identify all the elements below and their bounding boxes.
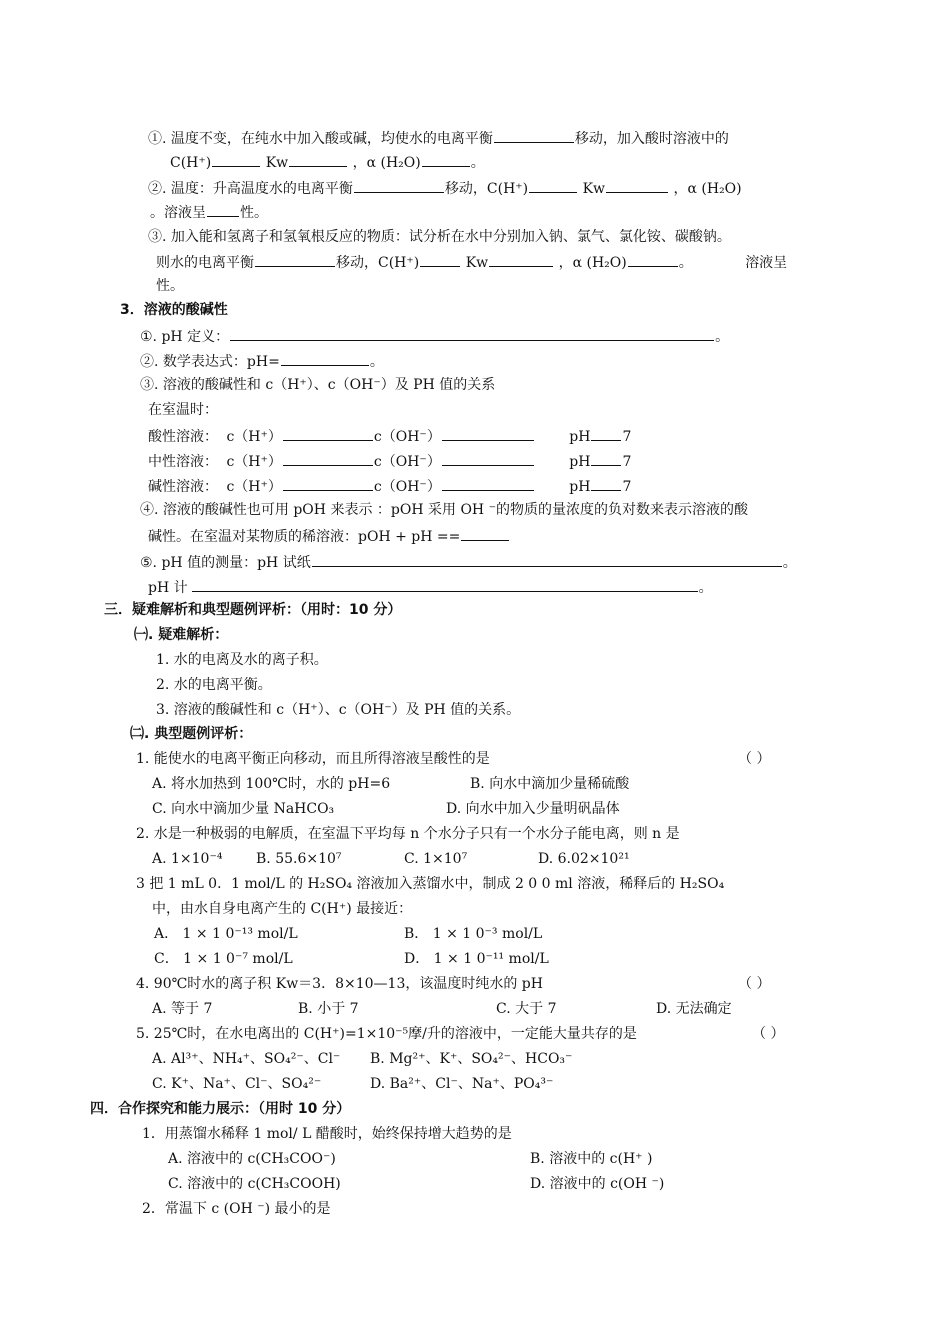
- item-1-text-a: ①. 温度不变，在纯水中加入酸或碱，均使水的电离平衡: [148, 131, 493, 147]
- section-three-title: 三．疑难解析和典型题例评析：（用时：10 分）: [104, 602, 402, 618]
- example-4-stem: 4. 90℃时水的离子积 Kw＝3．8×10—13，该温度时纯水的 pH: [136, 976, 543, 992]
- item-3-line-3: [156, 277, 184, 295]
- text: Kw: [465, 255, 489, 271]
- option: D. 向水中加入少量明矾晶体: [446, 801, 620, 817]
- example-5-stem: 5. 25℃时，在水电离出的 C(H⁺)=1×10⁻⁵摩/升的溶液中，一定能大量共存的是: [136, 1026, 637, 1042]
- blank[interactable]: [207, 202, 239, 217]
- text: C(H⁺): [170, 155, 212, 171]
- option: A． 1 × 1 0⁻¹³ mol/L: [154, 926, 298, 942]
- text: c（OH⁻）: [373, 479, 441, 495]
- item-1-line-1: [148, 128, 729, 148]
- text: pH: [569, 454, 591, 470]
- item-3-line-2: [156, 252, 787, 272]
- poh-line-1: ④. 溶液的酸碱性也可用 pOH 来表示 ：pOH 采用 OH ⁻的物质的量浓度的负对数来表示溶液的酸: [140, 502, 748, 518]
- item-1-text-b: 移动，加入酸时溶液中的: [574, 131, 729, 147]
- option: C． 1 × 1 0⁻⁷ mol/L: [154, 951, 293, 967]
- blank[interactable]: [442, 476, 534, 491]
- option: C. 大于 7: [496, 1001, 557, 1017]
- ph-definition-blank[interactable]: [230, 326, 714, 341]
- blank[interactable]: [628, 252, 678, 267]
- room-temp-label: 在室温时：: [148, 402, 218, 418]
- text: 7: [622, 429, 632, 445]
- blank[interactable]: [283, 451, 373, 466]
- text: 移动，C(H⁺): [444, 181, 529, 197]
- blank[interactable]: [591, 426, 621, 441]
- ph-formula-line: [140, 351, 384, 371]
- blank[interactable]: [529, 178, 577, 193]
- section-four-title: 四．合作探究和能力展示：（用时 10 分）: [90, 1101, 351, 1117]
- text: 性。: [156, 278, 184, 294]
- examples-subtitle: ㈡. 典型题例评析：: [130, 726, 253, 742]
- text: Kw: [265, 155, 289, 171]
- difficulty-subtitle: ㈠. 疑难解析：: [134, 627, 229, 643]
- text: ②. 数学表达式：pH=: [140, 354, 280, 370]
- text: 7: [622, 479, 632, 495]
- acid-row: [148, 426, 631, 446]
- option: C. 向水中滴加少量 NaHCO₃: [152, 801, 335, 817]
- text: 。: [470, 155, 485, 171]
- blank[interactable]: [461, 526, 509, 541]
- text: 中性溶液：: [148, 454, 218, 470]
- text: 移动，C(H⁺): [336, 255, 420, 271]
- option: C. 溶液中的 c(CH₃COOH): [168, 1176, 341, 1192]
- text: 。: [678, 255, 693, 271]
- section-3-title: 3．溶液的酸碱性: [120, 302, 228, 318]
- text: pH: [569, 479, 591, 495]
- blank[interactable]: [354, 178, 444, 193]
- blank[interactable]: [489, 252, 553, 267]
- option: D. 6.02×10²¹: [538, 851, 630, 867]
- answer-paren: （ ）: [738, 751, 771, 767]
- example-2-stem: 2. 水是一种极弱的电解质，在室温下平均每 n 个水分子只有一个水分子能电离，则 n 是: [136, 826, 680, 842]
- example-3-stem-2: 中，由水自身电离产生的 C(H⁺) 最接近：: [152, 901, 413, 917]
- option: D. Ba²⁺、Cl⁻、Na⁺、PO₄³⁻: [370, 1076, 554, 1092]
- text: c（H⁺）: [226, 454, 282, 470]
- text: 性。: [240, 205, 268, 221]
- option: A. 将水加热到 100℃时，水的 pH=6: [152, 776, 391, 792]
- option: B． 1 × 1 0⁻³ mol/L: [404, 926, 543, 942]
- option: A. Al³⁺、NH₄⁺、SO₄²⁻、Cl⁻: [152, 1051, 341, 1067]
- poh-line-2: [148, 526, 510, 546]
- example-1-stem: 1. 能使水的电离平衡正向移动，而且所得溶液呈酸性的是: [136, 751, 490, 767]
- text: 。: [715, 329, 730, 345]
- option: A. 1×10⁻⁴: [152, 851, 223, 867]
- option: B. Mg²⁺、K⁺、SO₄²⁻、HCO₃⁻: [370, 1051, 573, 1067]
- text: 。: [782, 555, 797, 571]
- neutral-row: [148, 451, 631, 471]
- option: B. 向水中滴加少量稀硫酸: [470, 776, 630, 792]
- ph-meter-line: [148, 577, 713, 597]
- text: ，α (H₂O): [558, 255, 627, 271]
- option: C. K⁺、Na⁺、Cl⁻、SO₄²⁻: [152, 1076, 322, 1092]
- text: ⑤. pH 值的测量：pH 试纸: [140, 555, 311, 571]
- blank[interactable]: [312, 552, 782, 567]
- item-2-line-1: [148, 178, 742, 198]
- text: 碱性。在室温对某物质的稀溶液：pOH + pH ==: [148, 529, 461, 545]
- blank[interactable]: [420, 252, 460, 267]
- blank[interactable]: [289, 152, 347, 167]
- blank[interactable]: [591, 451, 621, 466]
- text: c（H⁺）: [226, 429, 282, 445]
- item-1-line-2: [170, 152, 485, 172]
- text: ③. 加入能和氢离子和氢氧根反应的物质：试分析在水中分别加入钠、氯气、氯化铵、碳酸钠。: [148, 229, 731, 245]
- option: A. 等于 7: [152, 1001, 213, 1017]
- blank[interactable]: [494, 128, 574, 143]
- option: D. 溶液中的 c(OH ⁻): [530, 1176, 665, 1192]
- text: c（OH⁻）: [373, 454, 441, 470]
- inquiry-1-stem: 1．用蒸馏水稀释 1 mol/ L 醋酸时，始终保持增大趋势的是: [142, 1126, 512, 1142]
- text: ②. 温度：升高温度水的电离平衡: [148, 181, 353, 197]
- answer-paren: （ ）: [738, 976, 771, 992]
- blank[interactable]: [283, 476, 373, 491]
- ph-definition-line: [140, 326, 729, 346]
- blank[interactable]: [591, 476, 621, 491]
- answer-paren: （ ）: [752, 1026, 785, 1042]
- text: 。: [698, 580, 713, 596]
- text: c（H⁺）: [226, 479, 282, 495]
- option: D． 1 × 1 0⁻¹¹ mol/L: [404, 951, 549, 967]
- blank[interactable]: [212, 152, 260, 167]
- option: D. 无法确定: [656, 1001, 732, 1017]
- text: 。: [369, 354, 384, 370]
- item-2-line-2: [150, 202, 268, 222]
- option: A. 溶液中的 c(CH₃COO⁻): [168, 1151, 336, 1167]
- item-3-line-1: [148, 228, 731, 246]
- difficulty-point: 1. 水的电离及水的离子积。: [156, 652, 328, 668]
- text: ，α (H₂O): [673, 181, 742, 197]
- text: c（OH⁻）: [373, 429, 441, 445]
- text: 溶液呈: [745, 255, 788, 271]
- text: ，α (H₂O): [352, 155, 421, 171]
- blank[interactable]: [606, 178, 668, 193]
- relation-line: ③. 溶液的酸碱性和 c（H⁺）、c（OH⁻）及 PH 值的关系: [140, 377, 496, 393]
- difficulty-point: 2. 水的电离平衡。: [156, 677, 272, 693]
- blank[interactable]: [283, 426, 373, 441]
- text: Kw: [582, 181, 606, 197]
- blank[interactable]: [422, 152, 470, 167]
- ph-formula-blank[interactable]: [281, 351, 369, 366]
- option: B. 小于 7: [298, 1001, 359, 1017]
- text: ①. pH 定义：: [140, 329, 230, 345]
- option: C. 1×10⁷: [404, 851, 468, 867]
- text: pH: [569, 429, 591, 445]
- difficulty-point: 3. 溶液的酸碱性和 c（H⁺）、c（OH⁻）及 PH 值的关系。: [156, 702, 521, 718]
- text: 酸性溶液：: [148, 429, 218, 445]
- example-3-stem-1: 3 把 1 mL 0．1 mol/L 的 H₂SO₄ 溶液加入蒸馏水中，制成 2 0 0 ml 溶液，稀释后的 H₂SO₄: [136, 876, 725, 892]
- ph-paper-line: [140, 552, 797, 572]
- text: pH 计: [148, 580, 188, 596]
- inquiry-2-stem: 2．常温下 c (OH ⁻) 最小的是: [142, 1201, 331, 1217]
- blank[interactable]: [442, 451, 534, 466]
- option: B. 55.6×10⁷: [256, 851, 342, 867]
- text: 7: [622, 454, 632, 470]
- blank[interactable]: [442, 426, 534, 441]
- text: 则水的电离平衡: [156, 255, 254, 271]
- option: B. 溶液中的 c(H⁺ ): [530, 1151, 653, 1167]
- text: 碱性溶液：: [148, 479, 218, 495]
- blank[interactable]: [192, 577, 698, 592]
- blank[interactable]: [255, 252, 335, 267]
- text: 。溶液呈: [150, 205, 206, 221]
- base-row: [148, 476, 631, 496]
